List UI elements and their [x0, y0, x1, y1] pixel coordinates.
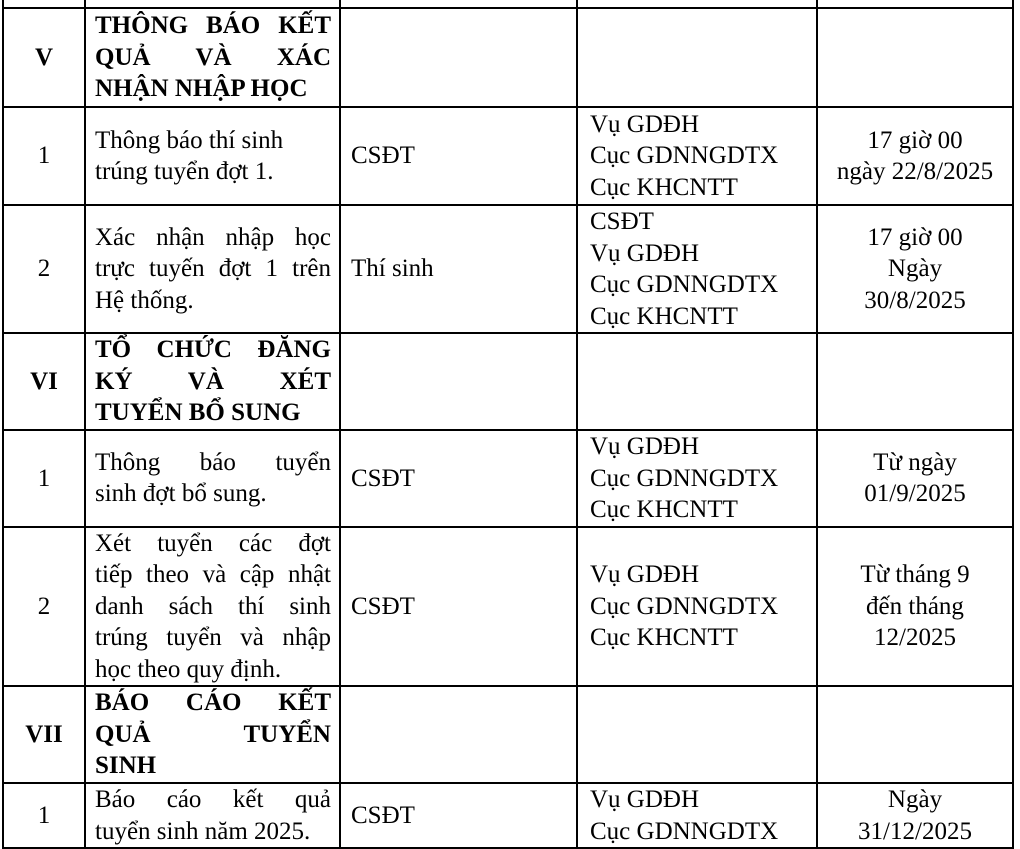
section-number: VII [3, 686, 85, 783]
section-title: BÁO CÁO KẾT QUẢ TUYỂN SINH [85, 686, 340, 783]
section-row [3, 686, 1013, 783]
task-cell: Xác nhận nhập học trực tuyến đợt 1 trên Hệ thống. [85, 205, 340, 333]
schedule-table [2, 0, 1014, 849]
cell-empty [577, 333, 817, 430]
coordinator-cell: Vụ GDĐH Cục GDNNGDTX Cục KHCNTT [577, 527, 817, 687]
cell-empty [3, 0, 85, 8]
cell-empty [340, 0, 577, 8]
cell-empty [340, 686, 577, 783]
cell-empty [577, 686, 817, 783]
section-number: V [3, 8, 85, 107]
task-cell: Thông báo tuyển sinh đợt bổ sung. [85, 430, 340, 527]
section-row [3, 8, 1013, 107]
responsible-cell: CSĐT [340, 783, 577, 848]
time-cell: Từ tháng 9 đến tháng 12/2025 [817, 527, 1013, 687]
cell-empty [85, 0, 340, 8]
table-row [3, 205, 1013, 333]
time-cell: Ngày 31/12/2025 [817, 783, 1013, 848]
table-row [3, 783, 1013, 848]
row-number: 1 [3, 107, 85, 205]
table-row-cropped [3, 0, 1013, 8]
row-number: 1 [3, 430, 85, 527]
cell-empty [577, 0, 817, 8]
cell-empty [577, 8, 817, 107]
cell-empty [817, 686, 1013, 783]
task-cell: Xét tuyển các đợt tiếp theo và cập nhật danh sách thí sinh trúng tuyển và nhập học theo quy định. [85, 527, 340, 687]
table-row [3, 527, 1013, 687]
coordinator-cell: Vụ GDĐH Cục GDNNGDTX Cục KHCNTT [577, 107, 817, 205]
task-cell: Thông báo thí sinh trúng tuyển đợt 1. [85, 107, 340, 205]
time-cell: 17 giờ 00 Ngày 30/8/2025 [817, 205, 1013, 333]
table-row [3, 107, 1013, 205]
cell-empty [817, 8, 1013, 107]
section-title: THÔNG BÁO KẾT QUẢ VÀ XÁC NHẬN NHẬP HỌC [85, 8, 340, 107]
responsible-cell: Thí sinh [340, 205, 577, 333]
table-row [3, 430, 1013, 527]
coordinator-cell: CSĐT Vụ GDĐH Cục GDNNGDTX Cục KHCNTT [577, 205, 817, 333]
cell-empty [340, 333, 577, 430]
section-number: VI [3, 333, 85, 430]
time-cell: 17 giờ 00 ngày 22/8/2025 [817, 107, 1013, 205]
section-title: TỔ CHỨC ĐĂNG KÝ VÀ XÉT TUYỂN BỔ SUNG [85, 333, 340, 430]
responsible-cell: CSĐT [340, 430, 577, 527]
responsible-cell: CSĐT [340, 107, 577, 205]
row-number: 2 [3, 205, 85, 333]
cell-empty [340, 8, 577, 107]
task-cell: Báo cáo kết quả tuyển sinh năm 2025. [85, 783, 340, 848]
coordinator-cell: Vụ GDĐH Cục GDNNGDTX [577, 783, 817, 848]
cell-empty [817, 0, 1013, 8]
time-cell: Từ ngày 01/9/2025 [817, 430, 1013, 527]
row-number: 2 [3, 527, 85, 687]
cell-empty [817, 333, 1013, 430]
section-row [3, 333, 1013, 430]
row-number: 1 [3, 783, 85, 848]
responsible-cell: CSĐT [340, 527, 577, 687]
coordinator-cell: Vụ GDĐH Cục GDNNGDTX Cục KHCNTT [577, 430, 817, 527]
